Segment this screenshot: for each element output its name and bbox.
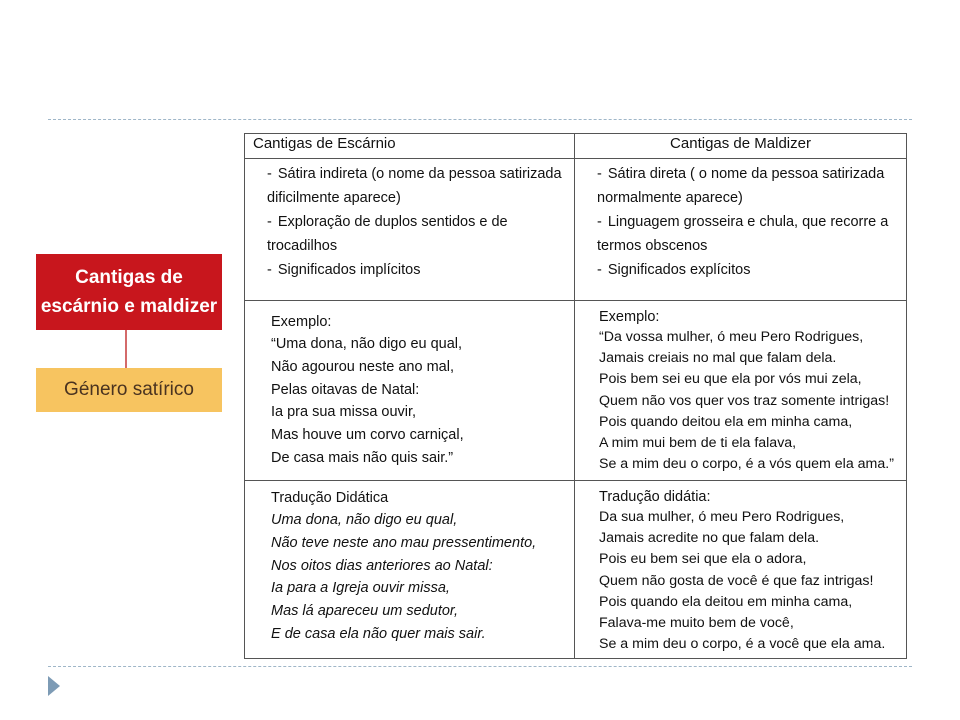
- diagram-sub-box: [36, 368, 222, 412]
- example-escarnio: [245, 301, 575, 481]
- verse-line: Se a mim deu o corpo, é a vós quem ela ama.”: [599, 456, 894, 473]
- feature-item: - Significados explícitos: [597, 262, 751, 278]
- example-title: Exemplo:: [271, 314, 332, 330]
- verse-line: Mas lá apareceu um sedutor,: [271, 603, 458, 620]
- translation-title: Tradução didátia:: [599, 489, 711, 505]
- verse-line: Pelas oitavas de Natal:: [271, 381, 420, 398]
- verse-line: Não agourou neste ano mal,: [271, 358, 454, 375]
- verse-line: Pois quando ela deitou em minha cama,: [599, 593, 853, 610]
- verse-line: Pois bem sei eu que ela por vós mui zela,: [599, 371, 862, 388]
- verse-line: Ia pra sua missa ouvir,: [271, 404, 417, 421]
- verse-line: Jamais creiais no mal que falam dela.: [599, 350, 837, 367]
- bottom-divider: [48, 666, 912, 667]
- top-divider: [48, 119, 912, 120]
- verse-line: Pois quando deitou ela em minha cama,: [599, 413, 853, 430]
- verse-line: Uma dona, não digo eu qual,: [271, 512, 458, 528]
- verse-line: A mim mui bem de ti ela falava,: [599, 435, 797, 452]
- verse-line: “Da vossa mulher, ó meu Pero Rodrigues,: [599, 329, 864, 345]
- features-escarnio: [245, 159, 575, 301]
- verse-line: Quem não vos quer vos traz somente intrigas!: [599, 392, 890, 409]
- verse-line: “Uma dona, não digo eu qual,: [271, 336, 463, 352]
- translation-row: [245, 481, 907, 659]
- verse-line: Jamais acredite no que falam dela.: [599, 530, 820, 547]
- feature-item: - Sátira indireta (o nome da pessoa satirizada dificilmente aparece): [267, 166, 562, 206]
- verse-line: Falava-me muito bem de você,: [599, 615, 794, 632]
- example-maldizer: [575, 301, 907, 481]
- example-title: Exemplo:: [599, 309, 660, 325]
- translation-escarnio: [245, 481, 575, 659]
- feature-item: - Linguagem grosseira e chula, que recorre a termos obscenos: [597, 214, 889, 254]
- feature-item: - Exploração de duplos sentidos e de trocadilhos: [267, 214, 508, 254]
- translation-title: Tradução Didática: [271, 490, 389, 506]
- next-slide-arrow-icon[interactable]: [48, 676, 60, 696]
- translation-maldizer: [575, 481, 907, 659]
- diagram-main-box: [36, 254, 222, 330]
- header-row: [245, 134, 907, 159]
- verse-line: Ia para a Igreja ouvir missa,: [271, 580, 450, 597]
- verse-line: Quem não gosta de você é que faz intrigas!: [599, 572, 874, 589]
- diagram-sub-label: Género satírico: [64, 379, 194, 400]
- diagram-main-label: Cantigas de escárnio e maldizer: [40, 267, 218, 317]
- verse-line: Da sua mulher, ó meu Pero Rodrigues,: [599, 509, 845, 525]
- feature-item: - Sátira direta ( o nome da pessoa satirizada normalmente aparece): [597, 166, 885, 206]
- feature-item: - Significados implícitos: [267, 262, 421, 278]
- verse-line: E de casa ela não quer mais sair.: [271, 625, 486, 642]
- header-escarnio: Cantigas de Escárnio: [245, 134, 575, 159]
- verse-line: Pois eu bem sei que ela o adora,: [599, 551, 807, 568]
- verse-line: De casa mais não quis sair.”: [271, 449, 454, 466]
- example-row: [245, 301, 907, 481]
- features-row: [245, 159, 907, 301]
- verse-line: Não teve neste ano mau pressentimento,: [271, 534, 537, 551]
- header-maldizer: Cantigas de Maldizer: [575, 134, 907, 159]
- features-maldizer: [575, 159, 907, 301]
- cantigas-table: [244, 133, 907, 659]
- verse-line: Mas houve um corvo carniçal,: [271, 427, 464, 444]
- verse-line: Se a mim deu o corpo, é a você que ela ama.: [599, 636, 886, 653]
- verse-line: Nos oitos dias anteriores ao Natal:: [271, 557, 493, 574]
- diagram-connector: [125, 330, 127, 368]
